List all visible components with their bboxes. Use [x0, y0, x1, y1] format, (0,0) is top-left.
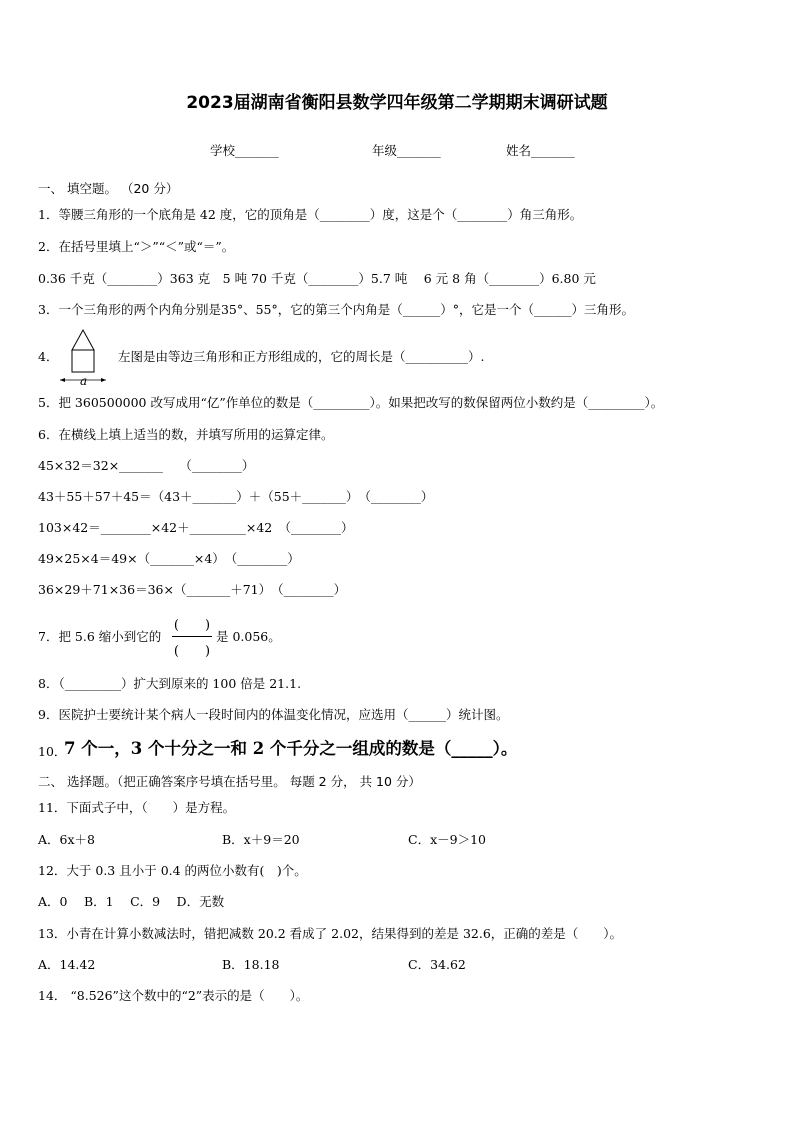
- question-12-options: A．0 B．1 C．9 D．无数: [38, 894, 225, 909]
- fraction-denominator: ( ): [173, 644, 211, 659]
- question-4-number: 4．: [38, 349, 59, 364]
- question-6-item-4: 49×25×4＝49×（_______×4） （________）: [38, 551, 300, 566]
- question-8: 8．（_________）扩大到原来的 100 倍是 21.1.: [38, 676, 302, 691]
- triangle-square-figure: [60, 326, 120, 388]
- question-12: 12．大于 0.3 且小于 0.4 的两位小数有( )个。: [38, 863, 307, 878]
- question-10-number: 10．: [38, 744, 67, 759]
- school-field[interactable]: 学校_______: [210, 143, 279, 158]
- question-11-option-b: B．x＋9＝20: [222, 832, 300, 847]
- question-13-option-b: B．18.18: [222, 957, 280, 972]
- question-14: 14． “8.526”这个数中的“2”表示的是（ ）。: [38, 988, 309, 1003]
- question-11-option-a: A．6x＋8: [38, 832, 95, 847]
- question-6-item-5: 36×29＋71×36＝36×（_______＋71） （________）: [38, 582, 347, 597]
- question-11-option-c: C．x－9＞10: [408, 832, 486, 847]
- fraction-numerator: ( ): [173, 618, 211, 633]
- question-6-item-3: 103×42＝________×42＋_________×42 （________）: [38, 520, 354, 535]
- fraction-bar: [172, 636, 212, 637]
- grade-field[interactable]: 年级_______: [372, 143, 441, 158]
- section-fill-blank-heading: 一、 填空题。 （20 分）: [38, 181, 179, 196]
- question-9: 9．医院护士要统计某个病人一段时间内的体温变化情况，应选用（______）统计图。: [38, 707, 509, 722]
- fraction-blank: [170, 614, 214, 660]
- question-5: 5．把 360500000 改写成用“亿”作单位的数是（_________）。如果把改写的数保留两位小数约是（_________）。: [38, 395, 664, 410]
- question-1: 1．等腰三角形的一个底角是 42 度，它的顶角是（________）度，这是个（________）角三角形。: [38, 207, 583, 222]
- question-10: 7 个一，3 个十分之一和 2 个千分之一组成的数是（_____）。: [64, 739, 518, 758]
- question-3: 3．一个三角形的两个内角分别是35°、55°，它的第三个内角是（______）°，它是一个（______）三角形。: [38, 302, 635, 317]
- question-13-option-a: A．14.42: [38, 957, 96, 972]
- question-6: 6．在横线上填上适当的数，并填写所用的运算定律。: [38, 427, 334, 442]
- name-field[interactable]: 姓名_______: [506, 143, 575, 158]
- question-4: 左图是由等边三角形和正方形组成的，它的周长是（__________）.: [118, 349, 485, 364]
- figure-side-label: a: [80, 374, 88, 388]
- page-title: 2023届湖南省衡阳县数学四年级第二学期期末调研试题: [186, 93, 608, 113]
- question-6-item-2: 43＋55＋57＋45＝（43＋_______）＋（55＋_______） （________）: [38, 489, 434, 504]
- question-7-prefix: 7．把 5.6 缩小到它的: [38, 629, 162, 644]
- question-6-item-1: 45×32＝32×_______ （________）: [38, 458, 255, 473]
- question-2: 2．在括号里填上“＞”“＜”或“＝”。: [38, 239, 235, 254]
- question-13: 13．小青在计算小数减法时，错把减数 20.2 看成了 2.02，结果得到的差是 32.6，正确的差是（ ）。: [38, 926, 623, 941]
- question-2-items: 0.36 千克（________）363 克 5 吨 70 千克（________）5.7 吨 6 元 8 角（________）6.80 元: [38, 271, 596, 286]
- question-11: 11．下面式子中，（ ）是方程。: [38, 800, 236, 815]
- question-7-suffix: 是 0.056。: [216, 629, 281, 644]
- question-13-option-c: C．34.62: [408, 957, 466, 972]
- section-multiple-choice-heading: 二、 选择题。（把正确答案序号填在括号里。 每题 2 分， 共 10 分）: [38, 774, 421, 789]
